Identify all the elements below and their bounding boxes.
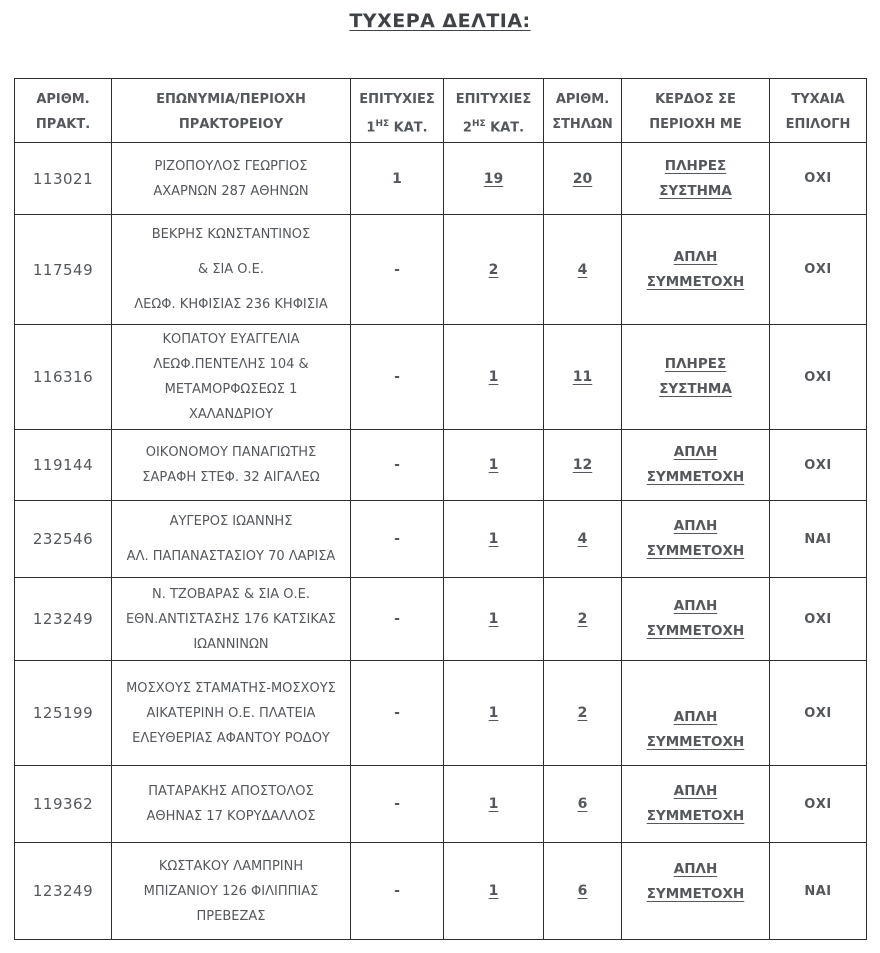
columns-count-value: 6 xyxy=(577,796,588,813)
agency-number-cell: 119362 xyxy=(15,766,112,843)
cat2-value: 1 xyxy=(488,883,499,900)
table-row xyxy=(15,215,867,325)
random-pick-cell: ΟΧΙ xyxy=(770,661,867,766)
random-pick-cell: ΟΧΙ xyxy=(770,766,867,843)
win-type-line: ΠΛΗΡΕΣ xyxy=(664,356,727,373)
columns-count-value: 20 xyxy=(572,170,593,187)
cat2-value: 19 xyxy=(483,170,504,187)
win-type-line: ΑΠΛΗ xyxy=(673,248,718,265)
header-row xyxy=(15,79,867,143)
page-title-text: ΤΥΧΕΡΑ ΔΕΛΤΙΑ: xyxy=(349,10,531,32)
header-line xyxy=(448,112,539,140)
page-title xyxy=(0,0,880,32)
columns-count-cell xyxy=(544,430,622,501)
win-type-line: ΑΠΛΗ ΣΥΜΜΕΤΟΧΗ xyxy=(646,861,745,903)
random-pick-cell: ΝΑΙ xyxy=(770,501,867,578)
table-row xyxy=(15,661,867,766)
header-line: ΕΠΙΤΥΧΙΕΣ xyxy=(455,92,532,107)
cat2-value: 2 xyxy=(488,261,499,278)
win-type-cell xyxy=(622,215,770,325)
header-line-rest: ΚΑΤ. xyxy=(485,120,525,136)
lucky-tickets-table xyxy=(14,78,867,940)
agency-name-line: ΛΕΩΦ. ΚΗΦΙΣΙΑΣ 236 ΚΗΦΙΣΙΑ xyxy=(134,297,328,313)
agency-name-line: ΒΕΚΡΗΣ ΚΩΝΣΤΑΝΤΙΝΟΣ xyxy=(151,227,311,243)
columns-count-cell xyxy=(544,325,622,430)
agency-name-line: Ν. ΤΖΟΒΑΡΑΣ & ΣΙΑ Ο.Ε. xyxy=(151,586,310,602)
table-row xyxy=(15,578,867,661)
header-profit-region xyxy=(622,79,770,143)
agency-name-cell xyxy=(112,661,351,766)
agency-number-cell: 123249 xyxy=(15,578,112,661)
agency-name-cell xyxy=(112,430,351,501)
agency-name-line: ΜΠΙΖΑΝΙΟΥ 126 ΦΙΛΙΠΠΙΑΣ xyxy=(143,883,319,899)
columns-count-value: 4 xyxy=(577,531,588,548)
win-type-line: ΑΠΛΗ xyxy=(673,709,718,726)
columns-count-cell xyxy=(544,661,622,766)
header-successes-1st xyxy=(351,79,444,143)
agency-name-line: ΑΛ. ΠΑΠΑΝΑΣΤΑΣΙΟΥ 70 ΛΑΡΙΣΑ xyxy=(126,549,336,565)
win-type-cell xyxy=(622,501,770,578)
table-row xyxy=(15,325,867,430)
agency-number-cell: 119144 xyxy=(15,430,112,501)
cat2-value: 1 xyxy=(488,457,499,474)
cat2-cell xyxy=(444,578,544,661)
agency-name-line: ΕΘΝ.ΑΝΤΙΣΤΑΣΗΣ 176 ΚΑΤΣΙΚΑΣ xyxy=(125,611,337,627)
header-line: ΚΕΡΔΟΣ ΣΕ xyxy=(655,92,736,107)
cat2-cell xyxy=(444,501,544,578)
cat1-cell: - xyxy=(351,766,444,843)
win-type-line: ΑΠΛΗ xyxy=(673,783,718,800)
columns-count-value: 6 xyxy=(577,883,588,900)
cat2-cell xyxy=(444,143,544,215)
header-agency-name xyxy=(112,79,351,143)
columns-count-value: 4 xyxy=(577,261,588,278)
ordinal-suffix: ΗΣ xyxy=(375,119,390,129)
header-line: ΠΡΑΚΤ. xyxy=(35,117,91,132)
agency-name-cell xyxy=(112,501,351,578)
columns-count-cell xyxy=(544,143,622,215)
header-line xyxy=(355,112,439,140)
cat1-cell: - xyxy=(351,578,444,661)
ordinal-suffix: ΗΣ xyxy=(471,119,486,129)
agency-name-cell xyxy=(112,843,351,940)
random-pick-cell: ΝΑΙ xyxy=(770,843,867,940)
agency-name-line: ΠΡΕΒΕΖΑΣ xyxy=(196,908,266,924)
header-line-rest: ΚΑΤ. xyxy=(389,120,428,136)
table-row xyxy=(15,143,867,215)
table-row xyxy=(15,843,867,940)
win-type-line: ΣΥΜΜΕΤΟΧΗ xyxy=(646,543,745,560)
cat2-cell xyxy=(444,661,544,766)
cat2-cell xyxy=(444,325,544,430)
columns-count-cell xyxy=(544,501,622,578)
win-type-cell xyxy=(622,843,770,940)
agency-name-line: ΙΩΑΝΝΙΝΩΝ xyxy=(193,636,269,652)
win-type-line: ΣΥΣΤΗΜΑ xyxy=(659,182,732,199)
agency-number-cell: 232546 xyxy=(15,501,112,578)
win-type-line: ΣΥΜΜΕΤΟΧΗ xyxy=(646,808,745,825)
random-pick-cell: ΟΧΙ xyxy=(770,578,867,661)
cat1-cell: - xyxy=(351,501,444,578)
win-type-cell xyxy=(622,325,770,430)
header-successes-2nd xyxy=(444,79,544,143)
cat2-cell xyxy=(444,430,544,501)
agency-name-line: ΜΟΣΧΟΥΣ ΣΤΑΜΑΤΗΣ-ΜΟΣΧΟΥΣ xyxy=(126,680,336,696)
random-pick-cell: ΟΧΙ xyxy=(770,430,867,501)
cat1-cell: - xyxy=(351,215,444,325)
win-type-line: ΑΠΛΗ xyxy=(673,444,718,461)
agency-number-cell: 116316 xyxy=(15,325,112,430)
columns-count-value: 12 xyxy=(572,457,593,474)
cat1-cell: - xyxy=(351,843,444,940)
header-line: ΑΡΙΘΜ. xyxy=(555,92,610,107)
agency-name-cell xyxy=(112,143,351,215)
cat2-value: 1 xyxy=(488,369,499,386)
agency-name-cell xyxy=(112,766,351,843)
agency-name-line: ΚΩΣΤΑΚΟΥ ΛΑΜΠΡΙΝΗ xyxy=(158,858,304,874)
cat2-cell xyxy=(444,766,544,843)
columns-count-cell xyxy=(544,215,622,325)
cat2-value: 1 xyxy=(488,705,499,722)
table-row xyxy=(15,430,867,501)
win-type-line: ΣΥΜΜΕΤΟΧΗ xyxy=(646,469,745,486)
win-type-line: ΣΥΣΤΗΜΑ xyxy=(659,381,732,398)
win-type-cell xyxy=(622,578,770,661)
cat2-cell xyxy=(444,215,544,325)
agency-name-line: & ΣΙΑ Ο.Ε. xyxy=(197,262,265,278)
header-line: ΕΠΙΤΥΧΙΕΣ xyxy=(359,92,435,107)
agency-name-line: ΠΑΤΑΡΑΚΗΣ ΑΠΟΣΤΟΛΟΣ xyxy=(148,784,314,800)
agency-number-cell: 113021 xyxy=(15,143,112,215)
header-line: ΑΡΙΘΜ. xyxy=(36,92,90,107)
win-type-line: ΣΥΜΜΕΤΟΧΗ xyxy=(646,734,745,751)
win-type-line: ΣΥΜΜΕΤΟΧΗ xyxy=(646,623,745,640)
agency-name-line: ΜΕΤΑΜΟΡΦΩΣΕΩΣ 1 xyxy=(164,382,298,398)
agency-name-line: ΧΑΛΑΝΔΡΙΟΥ xyxy=(188,407,274,423)
header-line: ΕΠΩΝΥΜΙΑ/ΠΕΡΙΟΧΗ xyxy=(156,92,306,107)
columns-count-cell xyxy=(544,843,622,940)
agency-name-cell xyxy=(112,215,351,325)
agency-name-line: ΑΥΓΕΡΟΣ ΙΩΑΝΝΗΣ xyxy=(169,514,293,530)
cat1-cell: - xyxy=(351,661,444,766)
header-line: ΕΠΙΛΟΓΗ xyxy=(785,117,851,132)
cat1-cell: - xyxy=(351,325,444,430)
header-line: ΣΤΗΛΩΝ xyxy=(552,117,613,132)
agency-name-line: ΛΕΩΦ.ΠΕΝΤΕΛΗΣ 104 & xyxy=(153,357,309,373)
cat1-cell: 1 xyxy=(351,143,444,215)
win-type-cell xyxy=(622,430,770,501)
agency-name-line: ΟΙΚΟΝΟΜΟΥ ΠΑΝΑΓΙΩΤΗΣ xyxy=(145,445,317,461)
header-line: ΠΕΡΙΟΧΗ ΜΕ xyxy=(649,117,742,132)
agency-number-cell: 123249 xyxy=(15,843,112,940)
header-random-pick xyxy=(770,79,867,143)
agency-number-cell: 125199 xyxy=(15,661,112,766)
header-line: ΠΡΑΚΤΟΡΕΙΟΥ xyxy=(178,117,284,132)
ordinal-number: 1 xyxy=(366,120,376,136)
random-pick-cell: ΟΧΙ xyxy=(770,325,867,430)
win-type-line: ΑΠΛΗ xyxy=(673,598,718,615)
agency-number-cell: 117549 xyxy=(15,215,112,325)
columns-count-cell xyxy=(544,578,622,661)
agency-name-line: ΑΙΚΑΤΕΡΙΝΗ Ο.Ε. ΠΛΑΤΕΙΑ xyxy=(146,705,316,721)
win-type-cell xyxy=(622,766,770,843)
win-type-line: ΠΛΗΡΕΣ xyxy=(664,157,727,174)
table-row xyxy=(15,501,867,578)
cat2-value: 1 xyxy=(488,531,499,548)
agency-name-line: ΡΙΖΟΠΟΥΛΟΣ ΓΕΩΡΓΙΟΣ xyxy=(154,158,308,174)
cat2-value: 1 xyxy=(488,796,499,813)
columns-count-value: 2 xyxy=(577,705,588,722)
win-type-cell xyxy=(622,143,770,215)
agency-name-line: ΕΛΕΥΘΕΡΙΑΣ ΑΦΑΝΤΟΥ ΡΟΔΟΥ xyxy=(132,730,330,746)
header-line: ΤΥΧΑΙΑ xyxy=(791,92,845,107)
win-type-line: ΣΥΜΜΕΤΟΧΗ xyxy=(646,273,745,290)
cat1-cell: - xyxy=(351,430,444,501)
win-type-cell xyxy=(622,661,770,766)
random-pick-cell: ΟΧΙ xyxy=(770,215,867,325)
agency-name-cell xyxy=(112,325,351,430)
header-agency-number xyxy=(15,79,112,143)
cat2-cell xyxy=(444,843,544,940)
agency-name-line: ΚΟΠΑΤΟΥ ΕΥΑΓΓΕΛΙΑ xyxy=(162,332,300,348)
cat2-value: 1 xyxy=(488,611,499,628)
header-columns-count xyxy=(544,79,622,143)
columns-count-value: 11 xyxy=(572,369,593,386)
agency-name-line: ΣΑΡΑΦΗ ΣΤΕΦ. 32 ΑΙΓΑΛΕΩ xyxy=(142,470,320,486)
agency-name-line: ΑΧΑΡΝΩΝ 287 ΑΘΗΝΩΝ xyxy=(153,183,309,199)
columns-count-value: 2 xyxy=(577,611,588,628)
agency-name-line: ΑΘΗΝΑΣ 17 ΚΟΡΥΔΑΛΛΟΣ xyxy=(146,809,316,825)
random-pick-cell: ΟΧΙ xyxy=(770,143,867,215)
ordinal-number: 2 xyxy=(462,120,472,136)
columns-count-cell xyxy=(544,766,622,843)
win-type-line: ΑΠΛΗ xyxy=(673,518,718,535)
table-row xyxy=(15,766,867,843)
agency-name-cell xyxy=(112,578,351,661)
